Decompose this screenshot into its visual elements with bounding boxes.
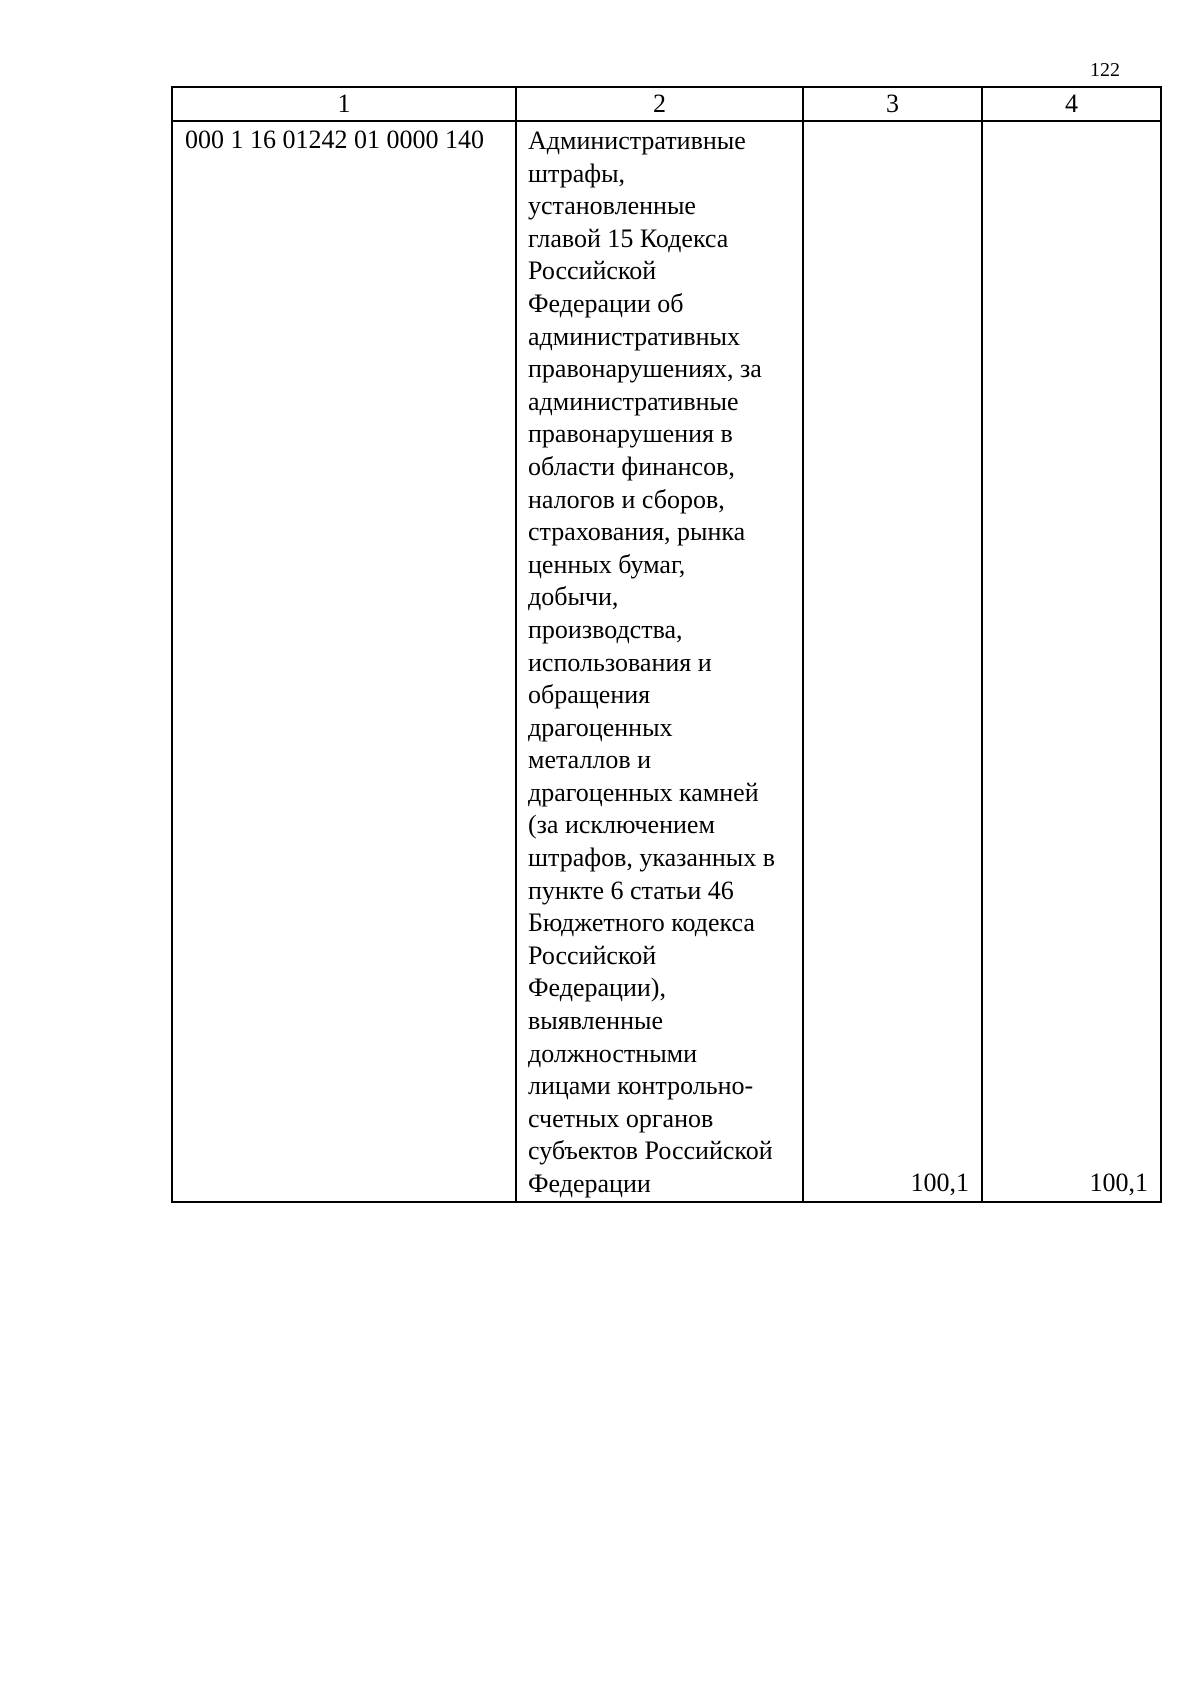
- description-line: главой 15 Кодекса: [528, 223, 729, 253]
- description-line: Федерации об: [528, 288, 684, 318]
- budget-table: [171, 86, 1162, 1203]
- description-line: драгоценных: [528, 712, 673, 742]
- description-line: Федерации: [528, 1169, 651, 1198]
- description-line: Административные: [528, 126, 746, 155]
- description-line: драгоценных камней: [528, 777, 759, 807]
- column-header-1: 1: [172, 87, 516, 121]
- value-col4-cell: 100,1: [982, 121, 1161, 1202]
- page-number: 122: [1090, 59, 1120, 81]
- description-line: Федерации),: [528, 973, 666, 1003]
- description-line: Бюджетного кодекса: [528, 908, 755, 938]
- description-line: субъектов Российской: [528, 1136, 773, 1166]
- budget-code-cell: 000 1 16 01242 01 0000 140: [172, 121, 516, 1202]
- description-line: Российской: [528, 256, 657, 286]
- description-line: пункте 6 статьи 46: [528, 875, 734, 905]
- description-line: административных: [528, 321, 740, 351]
- table-row: [172, 121, 1161, 1202]
- description-line: страхования, рынка: [528, 517, 746, 547]
- description-cell: [516, 121, 803, 1202]
- description-line: выявленные: [528, 1006, 663, 1036]
- description-line: правонарушения в: [528, 419, 733, 449]
- description-line: установленные: [528, 191, 696, 221]
- description-line: административные: [528, 386, 739, 416]
- description-line: (за исключением: [528, 810, 715, 840]
- description-line: счетных органов: [528, 1103, 714, 1133]
- description-line: использования и: [528, 647, 712, 677]
- description-line: ценных бумаг,: [528, 549, 686, 579]
- description-line: налогов и сборов,: [528, 484, 725, 514]
- description-line: штрафы,: [528, 158, 626, 188]
- description-line: штрафов, указанных в: [528, 843, 776, 873]
- description-line: обращения: [528, 680, 651, 710]
- description-line: правонарушениях, за: [528, 354, 762, 384]
- column-header-2: 2: [516, 87, 803, 121]
- description-line: металлов и: [528, 745, 652, 775]
- column-header-4: 4: [982, 87, 1161, 121]
- description-line: области финансов,: [528, 451, 735, 481]
- description-line: производства,: [528, 614, 683, 644]
- column-header-3: 3: [803, 87, 982, 121]
- description-line: должностными: [528, 1038, 698, 1068]
- description-line: добычи,: [528, 582, 619, 612]
- table-header-row: [172, 87, 1161, 121]
- description-line: лицами контрольно-: [528, 1071, 754, 1101]
- description-line: Российской: [528, 940, 657, 970]
- value-col3-cell: 100,1: [803, 121, 982, 1202]
